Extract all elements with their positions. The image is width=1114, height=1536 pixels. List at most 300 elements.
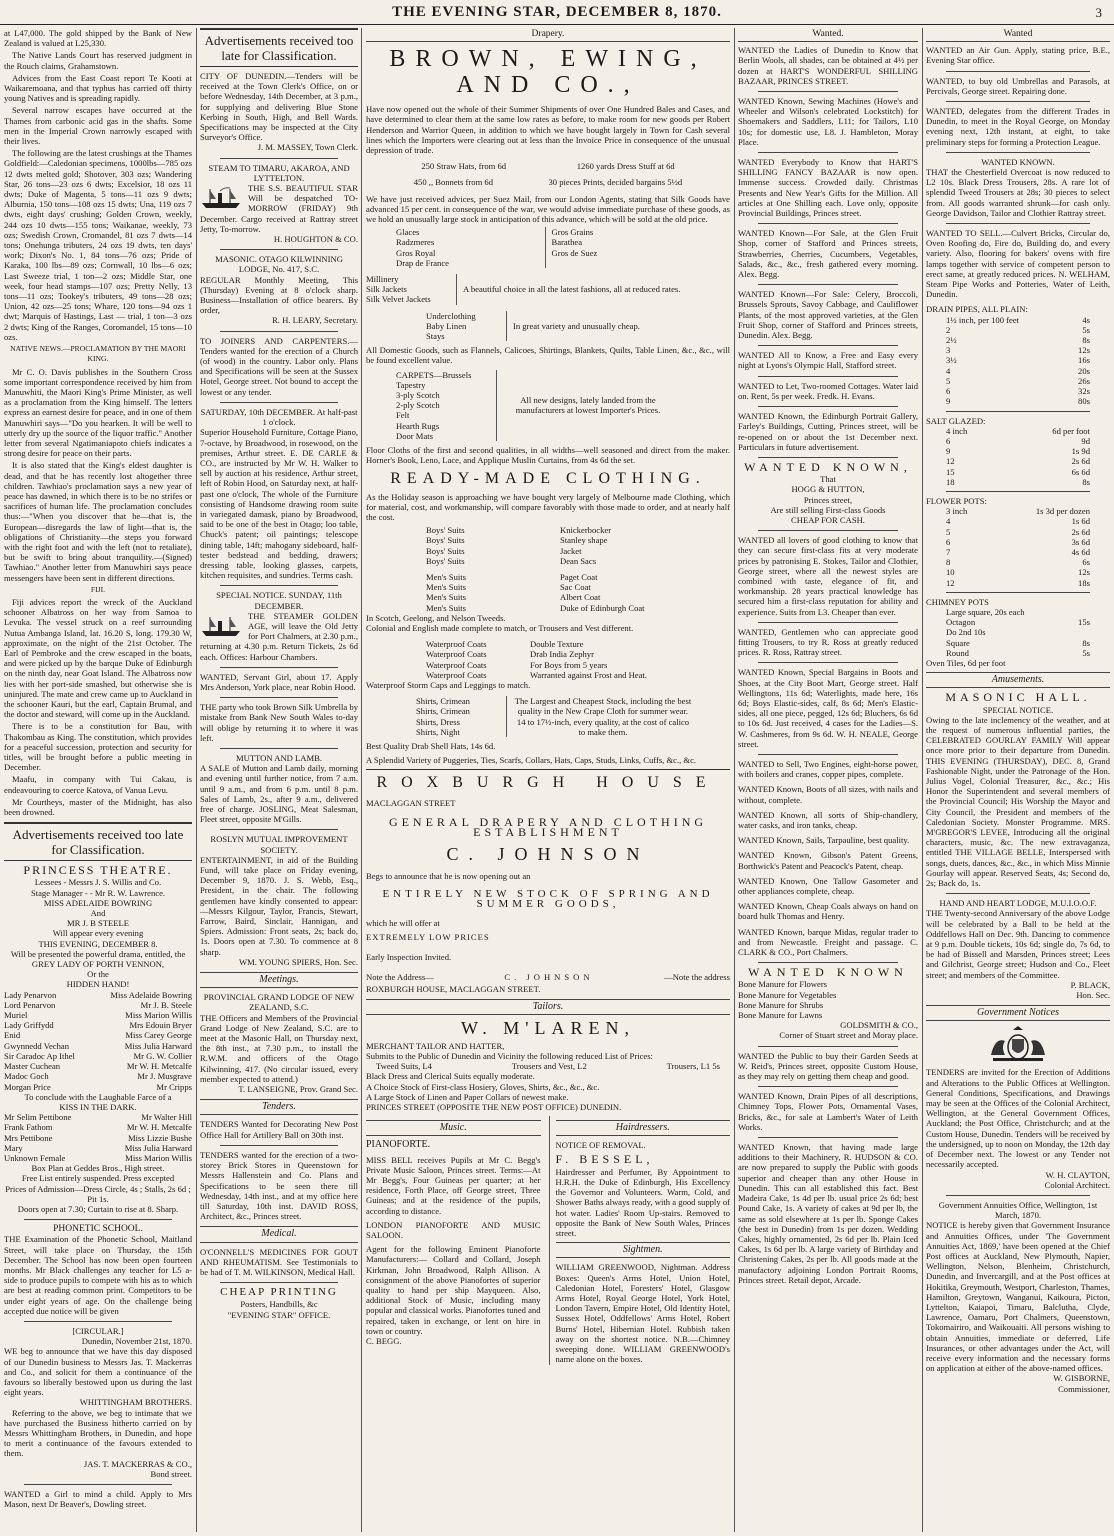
divider [366, 769, 730, 770]
news-paragraph: Mr Courtheys, master of the Midnight, has also been drowned. [4, 796, 192, 818]
section-header: Wanted. [738, 28, 918, 42]
ad-body: TO JOINERS AND CARPENTERS.—Tenders wanted for the erection of a Church (of wood) in the country. Labor only. Plans and Specifications will be seen at the Sussex Hotel, George street. Not bound to accept the lowest or any tender. [200, 335, 358, 397]
price-row: 2½ 8s [946, 335, 1090, 346]
ad-body: Owing to the late inclemency of the weather, and at the request of numerous influential parties, the CELEBRATED GOURLAY FAMILY Will appear once more prior to their departure from Dunedin. THIS EVENING (THURSDAY), DEC. 8, Grand Fashionable Night, under the Patronage of the Hon. Julius Vogel, Colonial Treasurer, &c., &c.; His Honor the Superintendent and several members of the Provincial Council; His Worship the Mayor and City Council, the President and members of the Caledonian Society. Monster Programme. MRS. M'GREGOR'S LEVEE, Introducing all the original characters, music, &c. The new extravaganza, entitled THE VILLAGE BELLE, Interspersed with songs, duets, dances, &c., &c., in which Miss Minnie Gourlay will appear. Reserved Seats, 4s; Second do, 2s; Back do, 1s. [926, 714, 1110, 889]
divider [220, 1145, 338, 1146]
wanted-ad: WANTED the Public to buy their Garden Seeds at W. Reid's, Princes street, opposite Custom House, as they may rely on getting them cheap and good. [738, 1050, 918, 1082]
masonic-hall-ad [926, 692, 1110, 888]
ad-body: WE beg to announce that we have this day disposed of our Dunedin business to Messrs Jas. T. Mackerras and Co., and solicit for them a continuance of the favours so liberally bestowed upon us during the last eight years. [4, 1346, 192, 1398]
ad-line: CHEAP FOR CASH. [791, 514, 865, 525]
ad-body: Agent for the following Eminent Pianoforte Manufacturers:— Collard and Collard, Joseph Kirkman, John Broadwood, Ralph Allison. A consignment of the above Pianofortes of superior quality to hand per ship Mayqueen. Also, additional Stock of Music, including many popular and classical works. Pianofortes tuned and repaired, taken in exchange, or lent on hire in town or country. [366, 1244, 541, 1336]
ad-line: Early Inspection Invited. [366, 952, 452, 962]
wanted-ad: WANTED to Let, Two-roomed Cottages. Water laid on. Rent, 5s per week. Fredk. H. Evans. [738, 380, 918, 401]
ad-line: Oven Tiles, 6d per foot [926, 657, 1006, 668]
wanted-ad: WANTED the Ladies of Dunedin to Know that Berlin Wools, all shades, can be obtained at 4½ per dozen at HART'S WONDERFUL SHILLING BAZAAR, PRINCES STREET. [738, 45, 918, 86]
ad-line: "EVENING STAR" OFFICE. [227, 1309, 331, 1320]
price-row: 9 1s 9d [946, 446, 1090, 457]
divider [220, 1282, 338, 1283]
ad-signature: Bond street. [150, 1468, 192, 1479]
divider [24, 1321, 172, 1322]
news-paragraph: Fiji advices report the wreck of the Auckland schooner Albatross on her way from Samoa to Levuka. The vessel struck on a reef surrounding Nutua Ambanga Island, lat. 16.20 S, long. 179.30 W, approximate, on the night of the 21st October. The Earl of Pembroke and the crew escaped in the boats, and were picked up by the barque Duke of Edinburgh on the ninth day, near Goat Island. The Albatross now lies with her port-side smashed, but otherwise she is uninjured. The mate and crew came up to Auckland in the schooner Kauri, but the earl, Captain Brumal, and the doctor and steward, will come up in the Auckland. [4, 596, 192, 720]
roxburgh-title: ROXBURGH HOUSE [376, 774, 720, 792]
ad-body: All Domestic Goods, such as Flannels, Calicoes, Shirtings, Blankets, Quilts, Table Linen, &c., &c., will be found excellent value. [366, 345, 730, 366]
price-row: 7 4s 6d [946, 546, 1090, 557]
price-row: Large square, 20s each [946, 606, 1025, 617]
price-row: 6 3s 6d [946, 536, 1090, 547]
price-row: 4 inch 6d per foot [946, 425, 1090, 436]
section-header: Wanted [926, 28, 1110, 42]
divider [758, 345, 898, 346]
column-rule [361, 28, 362, 1532]
johnson-name: C. JOHNSON [446, 843, 650, 864]
wanted-ad: WANTED Known, the Edinburgh Portrait Gallery, Farley's Buildings, Cutting, Princes street, will be re-opened on or about the 1st December next. Particulars in future advertisement. [738, 411, 918, 452]
ad-line: PRINCES STREET (OPPOSITE THE NEW POST OFFICE) DUNEDIN. [366, 1102, 622, 1113]
ad-signature: W. GISBORNE, [1053, 1373, 1110, 1384]
column-news [4, 28, 192, 1532]
ad-line: Dunedin, November 21st, 1870. [81, 1336, 192, 1347]
ad-body: THE Examination of the Phonetic School, Maitland Street, will take place on Thursday, the 15th December. The School has now been open fourteen months. Mr Black challenges any teacher for L5 a-side to produce pupils to compete with his as to which are best at reading common print. Competitors to be under eight years of age. On the challenge being accepted due notice will be given [4, 1234, 192, 1316]
price-row: Do 2nd 10s [946, 627, 986, 638]
divider [758, 962, 898, 963]
price-row: 4 20s [946, 365, 1090, 376]
brown-ewing-title: BROWN, EWING, AND CO., [389, 46, 707, 99]
music-section [366, 1116, 541, 1364]
masthead [0, 0, 1114, 25]
news-paragraph: Advices from the East Coast report Te Kooti at Waikaremoana, and that typhus has carried off thirty young Natives and is spreading rapidly. [4, 72, 192, 104]
tailor-prices: Tweed Suits, L4 Trousers and Vest, L2 Trousers, L1 5s [376, 1061, 720, 1072]
divider [758, 622, 898, 623]
section-header: Hairdressers. [556, 1120, 731, 1136]
wanted-ad: WANTED Known—For Sale, at the Glen Fruit Shop, corner of Stafford and Princes streets, Strawberries, Cherries, Cucumbers, Vegetables, Salads, &c., &c., fresh gathered every morning. Alex. Begg. [738, 228, 918, 280]
ad-body: THE STEAMER GOLDEN AGE, will leave the Old Jetty for Port Chalmers, at 2.30 p.m., returning at 4.30 p.m. Return Tickets, 2s 6d each. Offices: Harbour Chambers. [200, 610, 358, 662]
ad-body: Floor Cloths of the first and second qualities, in all widths—well seasoned and direct from the maker. Horner's Book, Leno, Lace, and Applique Muslin Curtains, from 4s 6d the set. [366, 445, 730, 466]
wanted-ad: WANTED All to Know, a Free and Easy every night at Lyons's Olympic Hall, Stafford street. [738, 350, 918, 371]
price-table-title: FLOWER POTS: [926, 495, 987, 506]
ad-line: HOGG & HUTTON, [791, 484, 865, 495]
wanted-ad: WANTED Known, Special Bargains in Boots and Shoes, at the City Boot Mart, George street. Half Wellingtons, 11s 6d; Waterlights, made here, 16s 6d; Boys Elastic-sides, calf, 8s 6d; Men's Elastic-sides, all one piece, pegged, 12s 6d; Bluchers, 6s 6d to 10s 6d. Just received, 4 cases for the Ladies—S. W. Cashmeres, from 9s 6d. W. H. NEALE, George street. [738, 667, 918, 749]
price-row: Octagon 15s [946, 617, 1090, 628]
ad-line: A Large Stock of Linen and Paper Collars of newest make. [366, 1091, 569, 1102]
ad-body: THE party who took Brown Silk Umbrella by mistake from Bank New South Wales to-day will oblige by returning it to where it was left. [200, 702, 358, 743]
annuities-ad [926, 1200, 1110, 1394]
divider [220, 748, 338, 749]
cast-row: Morgan Price Mr Cripps [4, 1081, 192, 1092]
ad-line: Will be presented the powerful drama, entitled, the [10, 948, 186, 959]
ad-title: PRINCESS THEATRE. [23, 863, 173, 878]
ad-body: Hairdresser and Perfumer, By Appointment to H.R.H. the Duke of Edinburgh, His Excellency the Governor and Volunteers. Warm, Cold, and Shower Baths always ready, with a good supply of hot water. Ladies' Room Up-stairs. Removed to opposite the Bank of New South Wales, Princes street. [555, 1166, 730, 1239]
newspaper-title: THE EVENING STAR, DECEMBER 8, 1870. [392, 4, 722, 20]
ad-body: CITY OF DUNEDIN.—Tenders will be received at the Town Clerk's Office, on or before Wednesday, 14th December, at 3 p.m., for supplying and delivering Blue Stone Kerbing in South, High, and Bell Wards. Specifications may be inspected at the City Surveyor's Office. [200, 71, 358, 143]
price-row: 250 Straw Hats, from 6d 1260 yards Dress Stuff at 6d [421, 161, 675, 172]
ad-signature: WM. YOUNG SPIERS, Hon. Sec. [238, 956, 358, 967]
ad-signature: Commissioner, [1058, 1383, 1110, 1394]
ad-line: Lessees - Messrs J. S. Willis and Co. [34, 877, 162, 888]
ad-line: Bone Manure for Lawns [738, 1010, 823, 1021]
ad-signature: R. H. LEARY, Secretary. [272, 315, 358, 326]
circular-ad [4, 1326, 192, 1479]
price-row: 9 80s [946, 396, 1090, 407]
news-paragraph: Mr C. O. Davis publishes in the Southern Cross some important correspondence received by him from Manuwhiti, the Maori King's Prime Minister, as well as a proclamation from the King himself. The letters express an earnest desire for peace, and in one of them Manuwhiri says—"Do you hearken. It will be well to utterly dry up the source of the liquor traffic." Another letter from several Ngatimaniapoto chiefs indicates a strong desire for peace on their parts. [4, 366, 192, 459]
ad-line: KISS IN THE DARK. [59, 1101, 137, 1112]
ad-body: WANTED, Servant Girl, about 17. Apply Mrs Anderson, York place, near Robin Hood. [200, 671, 358, 692]
ad-line: MISS ADELAIDE BOWRING [43, 897, 153, 908]
divider [220, 697, 338, 698]
divider [758, 376, 898, 377]
news-subhead: FIJI. [90, 584, 106, 594]
ad-title: CHEAP PRINTING [220, 1286, 338, 1299]
ad-line: GENERAL DRAPERY AND CLOTHING ESTABLISHMENT [388, 814, 708, 839]
classified-ad [200, 834, 358, 967]
section-header: Advertisements received too late for Classification. [200, 28, 358, 67]
news-paragraph: It is also stated that the King's eldest daughter is dead, and that he has recently lost altogether three children. Tawhiao's proclamation says a new year of peace has dawned, in which there is to be no strifes or sacrifices of human life. The proclamation concludes thus:—"When you discover that he—that is, the European—disregards the law of light—that is, the obligations of Christianity—the steps you forward with the right foot and with the left (not to retaliate), but be swift to bring about tranquility.—(Signed) Tawhiao." Another letter from Manuwhiri says peace messengers have been sent in different directions. [4, 460, 192, 583]
ad-line: Free List entirely suspended. Press excepted [21, 1173, 175, 1184]
ad-line: Black Dress and Clerical Suits equally moderate. [366, 1071, 535, 1082]
ad-line: MR J. B STEELE [66, 918, 130, 929]
price-row: 4 1s 6d [946, 516, 1090, 527]
section-header: Amusements. [926, 672, 1110, 688]
ad-line: Are still selling First-class Goods [770, 504, 886, 515]
phonetic-ad [4, 1224, 192, 1316]
section-header: Tenders. [200, 1099, 358, 1115]
price-row: 450 ,, Bonnets from 6d 30 pieces Prints, decided bargains 5½d [413, 177, 683, 188]
ad-line: Begs to announce that he is now opening out an [366, 870, 531, 881]
news-subhead: NATIVE NEWS.—PROCLAMATION BY THE MAORI KING. [10, 344, 186, 364]
wanted-ad: WANTED an Air Gun. Apply, stating price, B.E., Evening Star office. [926, 45, 1110, 66]
theatre-ad [4, 865, 192, 1214]
wanted-ad: WANTED Known, barque Midas, regular trader to and from Newcastle. Freight and passage. C. CLARK & CO., Port Chalmers. [738, 926, 918, 958]
news-paragraph: at L47,000. The gold shipped by the Bank of New Zealand is valued at L25,330. [4, 28, 192, 49]
section-header: Drapery. [366, 28, 730, 42]
ad-title: WANTED KNOWN. [981, 156, 1055, 167]
ad-line: EXTREMELY LOW PRICES [366, 931, 490, 942]
ad-body: We have just received advices, per Suez Mail, from our London Agents, stating that Silk Goods have advanced 15 per cent. in consequence of the war, we would advise immediate purchase of these goods, as we hold an unusually large stock in anticipation of this advance, which will be sold at the old price. [366, 193, 730, 225]
cast-row: Unknown Female Miss Marion Willis [4, 1152, 192, 1163]
divider [220, 402, 338, 403]
ad-signature: JAS. T. MACKERRAS & CO., [83, 1458, 192, 1469]
section-header: Advertisements received too late for Classification. [4, 822, 192, 861]
cast-row: Enid Miss Carey George [4, 1030, 192, 1041]
classified-ad [200, 672, 358, 692]
mens-suits-list: Men's Suits Paget Coat Men's Suits Sac Coat Men's Suits Albert Coat Men's Suits Duke of Edinburgh Coat [426, 571, 645, 613]
ad-title: HAND AND HEART LODGE, M.U.I.O.O.F. [939, 898, 1097, 909]
news-paragraph: Several narrow escapes have occurred at the Thames from carbonic acid gas in the shafts. Some men in the Imperial Crown narrowly escaped with their lives. [4, 105, 192, 147]
section-header: Meetings. [200, 972, 358, 988]
price-row: 10 12s [946, 567, 1090, 578]
page-number: 3 [1095, 5, 1102, 20]
wanted-ad: WANTED all lovers of good clothing to know that they can secure first-class fits at very moderate prices by patronising E. Stokes, Tailor and Clothier, George street, where all the newest styles are combined with taste, elegance of fit, and workmanship. 28 years practical knowledge has secured him a first-class reputation for ability and experience. Suits from L3. Cheaper than ever. [738, 535, 918, 617]
price-row: 12 18s [946, 577, 1090, 588]
ad-body: THE Officers and Members of the Provincial Grand Lodge of New Zealand, S.C. are to meet at the Masonic Hall, on Thursday next, the 8th inst., at 7.30 p.m., to install the R.W.M. and officers of the Otago Kilwinning, 417. (No circular issued, every member expected to attend.) [200, 1012, 358, 1084]
ad-title: MUTTON AND LAMB. [235, 752, 323, 763]
wanted-ad: WANTED Known, Boots of all sizes, with nails and without, complete. [738, 784, 918, 805]
ad-signature: H. HOUGHTON & CO. [273, 234, 358, 245]
ad-line: To conclude with the Laughable Farce of a [24, 1091, 172, 1102]
ad-signature: GOLDSMITH & CO., [840, 1020, 918, 1031]
wanted-ad: WANTED Known, Sails, Tarpauline, best quality. [738, 835, 910, 846]
ad-body: THE Twenty-second Anniversary of the above Lodge will be celebrated by a Ball to be held at the Oddfellows Hall on Dec. 9th. Dancing to commence at 9 p.m. Double tickets, 10s 6d; single do, 7s 6d, to be had of Bissell and Marsden, Princes street; Lees and Gilchrist, George street; Hudson and Co., Fleet street; and members of the Committee. [926, 908, 1110, 980]
music-hair-row [366, 1116, 730, 1364]
divider [758, 406, 898, 407]
wanted-ad: WANTED, Gentlemen who can appreciate good fitting Trousers, to try R. Ross at greatly reduced prices. R. Ross, Rattray street. [738, 626, 918, 658]
price-row: 8 6s [946, 557, 1090, 568]
news-paragraph: Maafu, in company with Tui Cakau, is endeavouring to coerce Katova, of Vanua Levu. [4, 774, 192, 795]
mlaren-title: W. M'LAREN, [460, 1017, 636, 1038]
divider [758, 754, 898, 755]
ad-line: Stage Manager - - Mr R. W. Lawrence. [30, 887, 166, 898]
medical-ad: O'CONNELL'S MEDICINES FOR GOUT AND RHEUMATISM. See Testimonials to be had of T. M. WILKINSON, Medical Hall. [200, 1246, 358, 1277]
ad-signature: T. LANSEIGNE, Prov. Grand Sec. [238, 1084, 358, 1095]
meeting-ad [200, 992, 358, 1094]
column-wanted-2 [926, 28, 1110, 1532]
ad-signature: Colonial Architect. [1044, 1179, 1110, 1190]
ad-line: which he will offer at [366, 917, 440, 928]
ad-line: And [90, 908, 106, 919]
ad-title: SATURDAY, 10th DECEMBER. At half-past 1 o'clock. [200, 406, 358, 428]
ad-title: MASONIC. OTAGO KILWINNING LODGE, No. 417, S.C. [215, 254, 343, 275]
ad-line: Government Annuities Office, Wellington, 1st March, 1870. [938, 1199, 1098, 1221]
ad-line: HIDDEN HAND! [66, 979, 130, 990]
price-row: 2 5s [946, 324, 1090, 335]
ad-signature: C. BEGG. [366, 1336, 402, 1347]
divider [946, 491, 1090, 492]
waterproof-list: Waterproof Coats Double Texture Waterproof Coats Drab India Zephyr Waterproof Coats For Boys from 5 years Waterproof Coats Warranted against Frost and Heat. [426, 639, 647, 680]
news-paragraph: There is to be a constitution for Bau, with Thakombau as King. The constitution, which provides for a peaceful succession, protection and security for titles, will be brought before a public meeting in December. [4, 721, 192, 773]
price-row: 12 2s 6d [946, 456, 1090, 467]
lodge-ad [926, 898, 1110, 1000]
divider [758, 457, 898, 458]
cast-row: Mrs Pettibone Miss Lizzie Bushe [4, 1132, 192, 1143]
divider [946, 592, 1090, 593]
royal-coat-of-arms-icon [983, 1025, 1053, 1063]
price-table-title: CHIMNEY POTS [926, 596, 989, 607]
cast-row: Sir Caradoc Ap Ithel Mr G. W. Collier [4, 1050, 192, 1061]
divider [946, 223, 1090, 224]
price-table-title: SALT GLAZED: [926, 415, 986, 426]
price-row: 3 12s [946, 345, 1090, 356]
divider [758, 152, 898, 153]
carpets-list: CARPETS—Brussels Tapestry 3-ply Scotch 2-ply Scotch Felt Hearth Rugs Door Mats All new designs, lately landed from the manufacturers at lowest Importer's Prices. [396, 369, 661, 441]
tender-ad: TENDERS Wanted for Decorating New Post Office Hall for Artillery Ball on 30th inst. [200, 1119, 358, 1140]
bone-manure-ad [738, 967, 918, 1040]
section-header: Tailors. [366, 999, 730, 1015]
ad-body: WILLIAM GREENWOOD, Nightman. Address Boxes: Queen's Arms Hotel, Union Hotel, Caledonian Hotel, Foresters' Hotel, Glasgow Arms Hotel, Royal George Hotel, York Hotel, London Tavern, Empire Hotel, Old Identity Hotel, Sussex Hotel, Oddfellows' Arms Hotel, Robert Burns' Hotel, Hibernian Hotel. Rubbish taken away on the shortest notice. N.B.—Chimney sweeping done. WILLIAM GREENWOOD's name alone on the boxes. [555, 1262, 730, 1365]
column-wanted [738, 28, 918, 1532]
divider [220, 249, 338, 250]
ad-title: STEAM TO TIMARU, AKAROA, AND LYTTELTON. [208, 162, 350, 183]
millinery-list: Millinery Silk Jackets Silk Velvet Jackets A beautiful choice in all the latest fashions, all at reduced rates. [366, 274, 681, 305]
steamship-icon [200, 613, 244, 639]
cast-row: Master Cuchean Mr W. H. Metcalfe [4, 1061, 192, 1072]
price-row: 5 2s 6d [946, 526, 1090, 537]
divider [758, 662, 898, 663]
ad-line: Bone Manure for Shrubs [738, 999, 824, 1010]
wanted-ad: WANTED Known, Cheap Coals always on hand on board hulk Thomas and Henry. [738, 901, 918, 922]
divider [758, 1086, 898, 1087]
wanted-ad: WANTED Known, Sewing Machines (Howe's and Wheeler and Wilson's celebrated Lockstitch) for Shoemakers and Saddlers, L11; for Tailors, L10 10s; for domestic use, L8. J. Hambleton, Moray Place. [738, 96, 918, 147]
ad-line: Bone Manure for Vegetables [738, 989, 837, 1000]
hogg-hutton-ad [738, 459, 918, 525]
ad-title: NOTICE OF REMOVAL. [555, 1140, 646, 1151]
price-row: 1½ inch, per 100 feet 4s [946, 314, 1090, 325]
ad-line: Bone Manure for Flowers [738, 979, 828, 990]
tender-ad: TENDERS wanted for the erection of a two-storey Brick Stores in Queenstown for Messrs Hallenstein and Co. Plans and Specifications to be seen there till Wednesday, 14th inst., and at my office here till Saturday, 10th inst. DAVID ROSS, Architect, &c., Princes street. [200, 1149, 358, 1222]
ad-body: THE S.S. BEAUTIFUL STAR Will be despatched TO-MORROW (FRIDAY) 9th December. Cargo received at Rattray street Jetty, To-morrow. [200, 183, 358, 234]
price-row: 6 9d [946, 435, 1090, 446]
classified-ad [200, 753, 358, 824]
ad-body: THAT the Chesterfield Overcoat is now reduced to L2 10s. Black Dress Trousers, 28s. A rare lot of splendid Tweed Trousers at 28s; 30 pieces to select from. All goods warranted shrunk—for cash only. George Davidson, Tailor and Clothier Rattray street. [926, 167, 1110, 218]
readymade-title: READY-MADE CLOTHING. [390, 469, 706, 487]
ad-body: Referring to the above, we beg to intimate that we have purchased the Business hitherto carried on by Messrs Whittingham Brothers, in Dunedin, and hope to merit a continuance of the favours extended to them. [4, 1407, 192, 1459]
cast-row: Mr Selim Pettibone Mr Walter Hill [4, 1112, 192, 1123]
cast-row: Lord Penarvon Mr J. B. Steele [4, 999, 192, 1010]
divider [946, 893, 1090, 894]
wanted-ad: WANTED Known, that having made large additions to their Machinery, R. HUDSON & CO. are now prepared to supply the Public with goods superior and cheaper than any other House in Dunedin. This can all established this fact. Best Madeira Cake, 1s 4d per lb. usual price 2s 6d; best Pound Cake, 1s. A variety of cakes at 9d per lb, the same as sold elsewhere at 1s per lb. Sponge Cakes (the best in Dunedin) from 1s per dozen. Wedding Cakes, highly ornamented, 2s 6d per lb. Plain Iced Cakes, 1s 6d per lb. A large variety of Birthday and Christening Cakes, 2s per lb. All goods made at the manufactory adjoining London Portrait Rooms, Princes street. Retail depot, Arcade. [738, 1142, 918, 1285]
ad-line: MACLAGGAN STREET [366, 798, 456, 809]
ad-title: [CIRCULAR.] [72, 1325, 124, 1336]
ad-body: NOTICE is hereby given that Government Insurance and Annuities Offices, under 'The Government Annuities Act, 1869,' have been opened at the Chief Post offices at Auckland, New Plymouth, Napier, Wellington, Nelson, Blenheim, Christchurch, Dunedin, and Invercargill, and at the Post offices at Hokitika, Greymouth, Westport, Charleston, Thames, Hamilton, Greytown, Wanganui, Kaikoura, Picton, Lyttelton, Kaiapoi, Timaru, Balclutha, Clyde, Lawrence, Oamaru, Port Chalmers, Queenstown, Tokomairiro, and Waikouaiti. All persons wishing to obtain Annuities, immediate or deferred, Life Insurances, or other advantages under the Act, will receive every information and the necessary forms on application at either of the above-named offices. [926, 1220, 1110, 1374]
ad-body: TENDERS are invited for the Erection of Additions and Alterations to the Public Offices at Wellington. General Conditions, Specifications, and Drawings may be seen at the Offices of the Colonial Architect, Wellington, at the General Government Offices, Auckland; the Post Office, Christchurch; and at the Custom House, Dunedin. Tenders will be received by the undersigned, up to noon on Monday, the 12th day of December next. The lowest or any Tender not necessarily accepted. [926, 1067, 1110, 1170]
divider [946, 71, 1090, 72]
classified-ad [200, 407, 358, 580]
section-header: Music. [366, 1120, 541, 1136]
price-row: 18 8s [946, 476, 1090, 487]
cast-row: Lady Penarvon Miss Adelaide Bowring [4, 989, 192, 1000]
price-row: Square 8s [946, 637, 1090, 648]
ad-signature: Hon. Sec. [1076, 990, 1110, 1001]
price-row: 15 6s 6d [946, 466, 1090, 477]
ad-title: PROVINCIAL GRAND LODGE OF NEW ZEALAND, S.C. [203, 992, 355, 1013]
ad-title: SPECIAL NOTICE. SUNDAY, 11th DECEMBER. [216, 590, 342, 611]
column-rule [196, 28, 197, 1532]
divider [758, 91, 898, 92]
ad-line: Waterproof Storm Caps and Leggings to match. [366, 679, 531, 690]
ad-line: GREY LADY OF PORTH VENNON, [31, 959, 165, 970]
divider [220, 158, 338, 159]
ad-line: Will appear every evening [52, 928, 144, 939]
divider [24, 1484, 172, 1485]
wanted-ad: WANTED, to buy old Umbrellas and Parasols, at Percivals, George street. Repairing done. [926, 75, 1110, 96]
section-header: Government Notices [926, 1005, 1110, 1021]
divider [946, 411, 1090, 412]
printing-ad [200, 1287, 358, 1320]
ad-title: WANTED KNOWN [748, 965, 908, 980]
ad-line: A Choice Stock of First-class Hosiery, Gloves, Shirts, &c., &c., &c. [366, 1081, 600, 1092]
ad-body: Superior Household Furniture, Cottage Piano, 7-octave, by Broadwood, in rosewood, on the premises, Arthur street. E. DE CARLE & CO., are instructed by Mr W. H. Walker to sell by auction at his residence, Arthur street, left of Robin Hood, on Saturday next, at half-past one o'clock, The whole of the Furniture consisting of Handsome drawing room suite in variegated damask, piano by Broadwood, said to be one of the best in Otago; loo table, Chuck's patent; oil paintings; telescope dining table, 14ft; mahogany sideboard, half-tester bedstead and bedding, drawers; dressing table, looking glasses, carpets, kitchen requisites, and sundries. Terms cash. [200, 427, 358, 581]
ad-signature: P. BLACK, [1070, 979, 1110, 990]
ad-line: SPECIAL NOTICE. [982, 704, 1054, 715]
classified-ad [200, 336, 358, 397]
ad-line: A Splendid Variety of Puggeries, Ties, Scarfs, Collars, Hats, Caps, Studs, Links, Cuffs, &c., &c. [366, 755, 697, 766]
ad-line: Posters, Handbills, &c [240, 1299, 318, 1310]
ad-signature: Corner of Stuart street and Moray place. [779, 1030, 918, 1041]
classified-ad [200, 254, 358, 325]
classified-ad [200, 71, 358, 153]
ad-line: Submits to the Public of Dunedin and Vicinity the following reduced List of Prices: [366, 1051, 653, 1062]
cast-row: Lady Griffydd Mrs Edouin Bryer [4, 1020, 192, 1031]
price-row: 6 32s [946, 386, 1090, 397]
ad-signature: WHITTINGHAM BROTHERS. [79, 1397, 192, 1408]
cast-row: Gwynnedd Vechan Miss Julia Harward [4, 1040, 192, 1051]
ad-line: Box Plan at Geddes Bros., High street. [31, 1163, 165, 1174]
price-table-title: DRAIN PIPES, ALL PLAIN: [926, 304, 1028, 315]
ad-line: Colonial and English made complete to match, or Trousers and Vest different. [366, 622, 634, 633]
wanted-ad: WANTED to Sell, Two Engines, eight-horse power, with boilers and cranes, copper pipes, complete. [738, 758, 918, 780]
divider [24, 1219, 172, 1220]
wanted-ad: WANTED Known—For Sale: Celery, Broccoli, Brussels Sprouts, Savoy Cabbage, and Cauliflower Plants, of the most approved varieties, at the Glen Fruit Shop, corner of Stafford and Princes streets, Dunedin. Alex. Begg. [738, 289, 918, 341]
ad-line: Prices of Admission—Dress Circle, 4s ; Stalls, 2s 6d ; Pit 1s. [5, 1183, 191, 1204]
ad-body: Have now opened out the whole of their Summer Shipments of over One Hundred Bales and Cases, and have determined to clear them at the same low rates as before, to make room for new goods per Robert Henderson and Warrior Queen, in addition to which we have bought largely in Town for Cash several lines which the Importers were clearing out at less than the Invoice Price in consequence of the unusual depression of trade. [366, 104, 730, 156]
wanted-ad: WANTED Known, Drain Pipes of all descriptions, Chimney Tops, Flower Pots, Ornamental Vases, Bricks, &c., for sale at Lambert's Water of Leith Works. [738, 1091, 918, 1132]
note-address-row: Note the Address— C. JOHNSON —Note the address [366, 972, 730, 983]
price-row: 5 26s [946, 375, 1090, 386]
ad-line: Or the [87, 969, 109, 980]
cast-row: Muriel Miss Marion Willis [4, 1010, 192, 1021]
classified-ad [200, 163, 358, 245]
divider [220, 331, 338, 332]
news-paragraph: The Native Lands Court has reserved judgment in the Rouch claims, Grahamstown. [4, 50, 192, 71]
ad-line: Princes street, [803, 494, 853, 505]
ad-signature: W. H. CLAYTON, [1045, 1169, 1110, 1180]
wanted-ad: WANTED Known, all sorts of Ship-chandlery, water casks, and iron tanks, cheap. [738, 809, 918, 830]
divider [220, 667, 338, 668]
wanted-ad: WANTED Everybody to Know that HART'S SHILLING FANCY BAZAAR is now open. Immense success. Crowded daily. Christmas Presents and New Year's Gifts for the Million. All articles at One Shilling each. Love only, opposite Provincial Buildings, Princes street. [738, 157, 918, 219]
wanted-ad: WANTED Known, Gibson's Patent Greens, Borthwick's Patent and Peacock's Patent, cheap. [738, 850, 918, 871]
ad-line: In Scotch, Geelong, and Nelson Tweeds. [366, 612, 506, 623]
divider [758, 1046, 898, 1047]
divider [758, 530, 898, 531]
column-rule [922, 28, 923, 1532]
ad-title: LONDON PIANOFORTE AND MUSIC SALOON. [366, 1219, 541, 1241]
ad-line: ENTIRELY NEW STOCK OF SPRING AND SUMMER GOODS, [382, 888, 714, 911]
silk-list: Glaces Radzmeres Gros Royal Drap de France Gros Grains Barathea Gros de Suez [396, 227, 700, 268]
boys-suits-list: Boys' Suits Knickerbocker Boys' Suits Stanley shape Boys' Suits Jacket Boys' Suits Dean Sacs [426, 525, 612, 566]
column-rule [734, 28, 735, 1532]
cast-row: Madoc Goch Mr J. Musgrave [4, 1071, 192, 1082]
divider [220, 585, 338, 586]
divider [758, 1137, 898, 1138]
ad-line: ROXBURGH HOUSE, MACLAGGAN STREET. [366, 984, 541, 995]
ad-body: REGULAR Monthly Meeting, This (Thursday) Evening at 8 o'clock sharp. Business—Installation of office bearers. By order, [200, 274, 358, 316]
section-header: Sightmen. [556, 1242, 731, 1258]
ad-body: A SALE of Mutton and Lamb daily, morning and evening until further notice, from 7 a.m. until 9 a.m., and from 6 p.m. until 8 p.m. Sales of Lamb, 2s., after 9 a.m., delivered free of charge. JOSLING, Meat Salesman, Fleet street, opposite M'Gills. [200, 763, 358, 825]
divider [946, 101, 1090, 102]
ad-line: Best Quality Drab Shell Hats, 14s 6d. [366, 740, 496, 751]
ad-body: As the Holiday season is approaching we have bought very largely of Melbourne made Clothing, which for material, cost, and workmanship, will compare favorably with those made to order, and at nearly half the cost. [366, 491, 730, 522]
wanted-ad: WANTED Known, One Tallow Gasometer and other appliances complete, cheap. [738, 875, 918, 897]
ad-title: ROSLYN MUTUAL IMPROVEMENT SOCIETY. [210, 834, 348, 855]
cast-row: Mary Miss Julia Harward [4, 1142, 192, 1153]
divider [946, 152, 1090, 153]
shirts-list: Shirts, Crimean Shirts, Crimean Shirts, Dress Shirts, Night The Largest and Cheapest Stock, including the best quality in the New Crape Cloth for summer wear. 14 to 17½-inch, every quality, at the cost of calico to make them. [416, 696, 692, 737]
section-header: Medical. [200, 1226, 358, 1242]
ad-title: F. BESSEL, [555, 1151, 654, 1166]
cast-row: Frank Fathom Mr W. H. Metcalfe [4, 1122, 192, 1133]
column-late-ads [200, 28, 358, 1532]
ad-body: ENTERTAINMENT, in aid of the Building Fund, will take place on Friday evening, December 9, 1870. J. S. Webb, Esq., President, in the chair. The following gentlemen have kindly consented to appear:—Messrs Kilgour, Taylor, Francis, Stewart, Farrow, Baird, Sinclair, Hannigan, and Spiers. Admission: Front seats, 2s; back do, 1s. Doors open at 7.30. To commence at 8 sharp. [200, 854, 358, 957]
price-row: Round 5s [946, 647, 1090, 658]
ad-line: That [820, 474, 836, 485]
ad-title: PIANOFORTE. [366, 1139, 431, 1151]
ad-line: Doors open at 7.30; Curtain to rise at 8. Sharp. [17, 1203, 179, 1214]
column-drapery [366, 28, 730, 1532]
wanted-girl-ad: WANTED a Girl to mind a child. Apply to Mrs Mason, next Dr Beaver's, Dowling street. [4, 1489, 192, 1510]
ad-title: MASONIC HALL. [945, 690, 1091, 705]
ad-line: MERCHANT TAILOR AND HATTER, [366, 1040, 505, 1051]
steamship-icon [200, 185, 244, 211]
divider [220, 829, 338, 830]
ad-title: PHONETIC SCHOOL. [53, 1224, 143, 1235]
ad-line: THIS EVENING, DECEMBER 8. [38, 938, 158, 949]
